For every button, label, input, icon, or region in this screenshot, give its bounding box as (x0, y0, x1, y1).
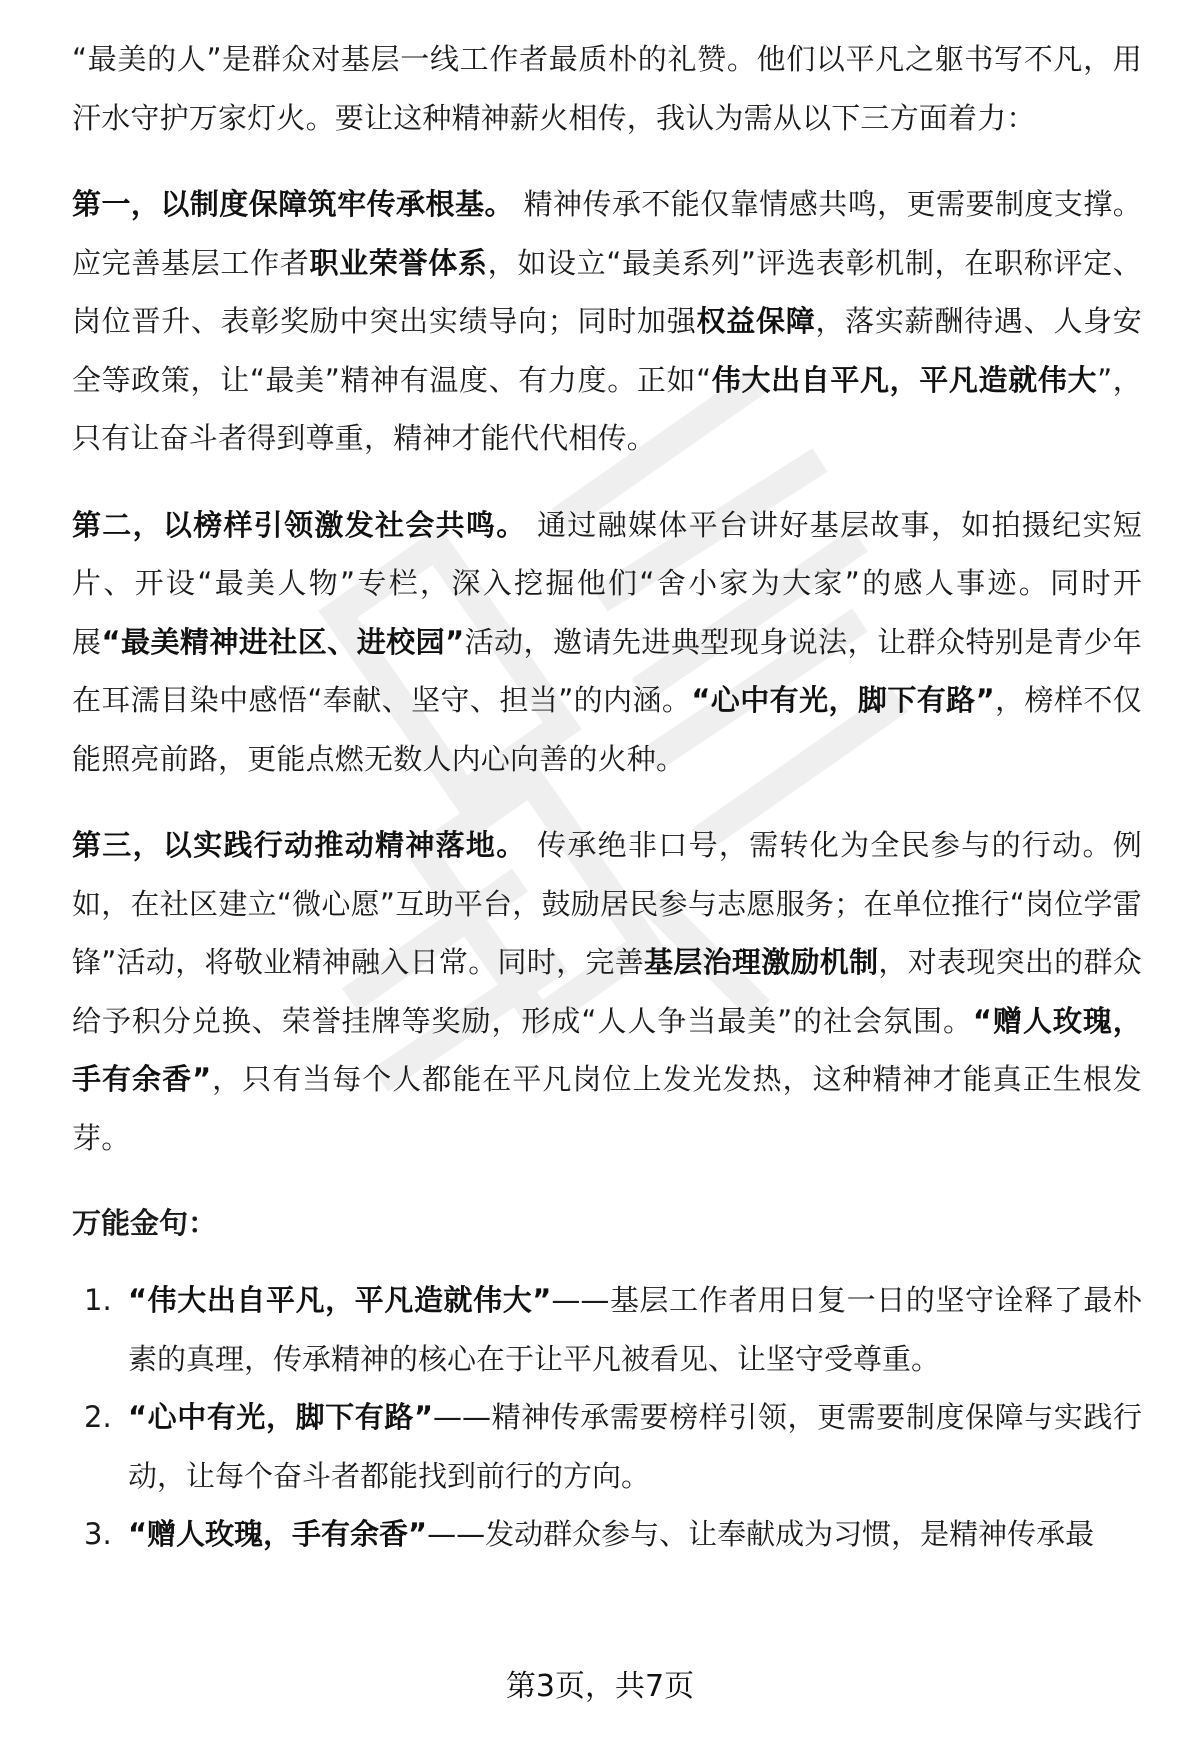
point-2-text: 通过融媒体平台讲好基层故事，如拍摄纪实短片、开设“最美人物”专栏，深入挖掘他们“舍小家为大家”的感人事迹。同时开展 (72, 507, 1142, 659)
list-item (72, 1271, 1142, 1388)
point-1-text: ，如设立“最美系列”评选表彰机制，在职称评定、岗位晋升、表彰奖励中突出实绩导向；同时加强 (72, 245, 1142, 338)
point-2-bold: “最美精神进社区、进校园” (101, 624, 465, 659)
point-3-bold: 基层治理激励机制 (644, 945, 879, 979)
point-1-bold: 权益保障 (696, 304, 816, 338)
point-3-bold: “赠人玫瑰，手有余香” (72, 1003, 1142, 1096)
document-body (72, 30, 1142, 1564)
point-1-text: ”，只有让奋斗者得到尊重，精神才能代代相传。 (72, 362, 1142, 455)
point-3-text: 传承绝非口号，需转化为全民参与的行动。例如，在社区建立“微心愿”互助平台，鼓励居民参与志愿服务；在单位推行“岗位学雷锋”活动，将敬业精神融入日常。同时，完善 (72, 828, 1142, 979)
list-item (72, 1388, 1142, 1505)
point-2-bold: “心中有光，脚下有路” (691, 683, 995, 717)
quote-bold: “伟大出自平凡，平凡造就伟大” (128, 1283, 552, 1317)
point-2-paragraph (72, 496, 1142, 789)
point-1-text: ，落实薪酬待遇、人身安全等政策，让“最美”精神有温度、有力度。正如“ (72, 304, 1143, 397)
point-2-text: ，榜样不仅能照亮前路，更能点燃无数人内心向善的火种。 (72, 683, 1142, 776)
quote-text: ——精神传承需要榜样引领，更需要制度保障与实践行动，让每个奋斗者都能找到前行的方向。 (128, 1400, 1142, 1493)
point-3-title: 第三，以实践行动推动精神落地。 (72, 828, 527, 862)
point-3-text: ，对表现突出的群众给予积分兑换、荣誉挂牌等奖励，形成“人人争当最美”的社会氛围。 (72, 945, 1142, 1038)
point-1-paragraph (72, 175, 1142, 468)
quotes-heading: 万能金句： (72, 1206, 218, 1240)
quote-bold: “心中有光，脚下有路” (128, 1400, 434, 1434)
point-2-text: 活动，邀请先进典型现身说法，让群众特别是青少年在耳濡目染中感悟“奉献、坚守、担当”的内涵。 (72, 624, 1142, 717)
quote-text: ——基层工作者用日复一日的坚守诠释了最朴素的真理，传承精神的核心在于让平凡被看见、让坚守受尊重。 (128, 1283, 1142, 1376)
point-2-title: 第二，以榜样引领激发社会共鸣。 (72, 507, 527, 542)
quote-bold: “赠人玫瑰，手有余香” (128, 1517, 428, 1551)
point-1-text: 精神传承不能仅靠情感共鸣，更需要制度支撑。应完善基层工作者 (72, 187, 1142, 280)
list-number: 1. (84, 1283, 112, 1317)
quotes-list (72, 1271, 1142, 1564)
intro-paragraph: “最美的人”是群众对基层一线工作者最质朴的礼赞。他们以平凡之躯书写不凡，用汗水守护万家灯火。要让这种精神薪火相传，我认为需从以下三方面着力： (72, 42, 1142, 135)
point-3-text: ，只有当每个人都能在平凡岗位上发光发热，这种精神才能真正生根发芽。 (72, 1062, 1142, 1155)
quote-text: ——发动群众参与、让奉献成为习惯，是精神传承最 (427, 1517, 1095, 1551)
list-item (72, 1505, 1142, 1564)
page-footer: 第3页，共7页 (505, 1669, 695, 1704)
point-1-title: 第一，以制度保障筑牢传承根基。 (72, 187, 514, 221)
list-number: 2. (84, 1400, 112, 1434)
list-number: 3. (84, 1517, 112, 1551)
point-3-paragraph (72, 816, 1142, 1167)
point-1-bold: 职业荣誉体系 (309, 245, 488, 280)
point-1-bold: 伟大出自平凡，平凡造就伟大 (711, 362, 1098, 397)
